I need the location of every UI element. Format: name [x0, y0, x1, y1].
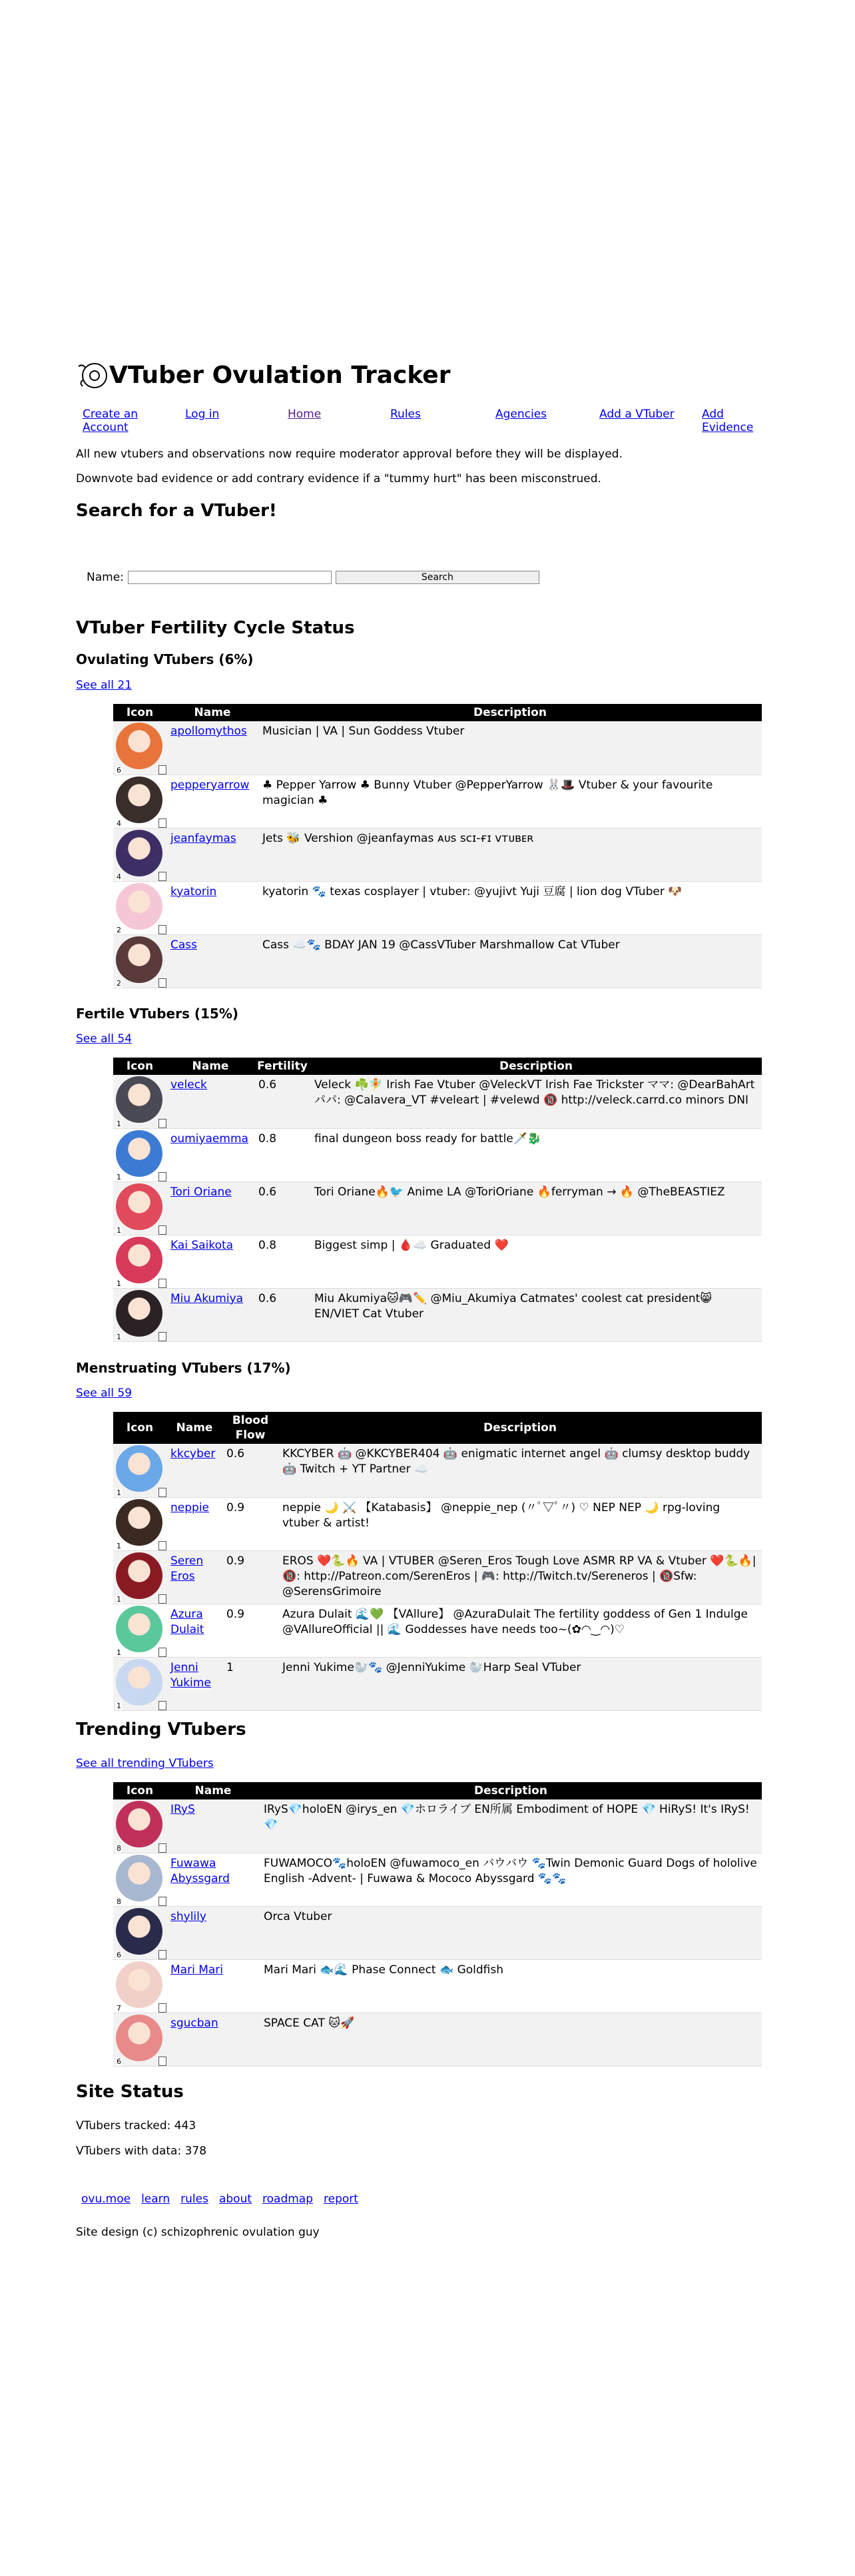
vtuber-name-link[interactable]: Miu Akumiya	[170, 1291, 244, 1305]
name-cell	[166, 1075, 254, 1128]
observation-count-badge: 1	[117, 1594, 121, 1604]
fertility-heading: VTuber Fertility Cycle Status	[76, 618, 355, 638]
avatar[interactable]	[116, 1290, 162, 1337]
avatar[interactable]	[116, 2015, 162, 2061]
vtuber-name-link[interactable]: Seren Eros	[170, 1554, 204, 1583]
description-cell: KKCYBER 🤖 @KKCYBER404 🤖 enigmatic internet angel 🤖 clumsy desktop buddy 🤖 Twitch + YT Partner ☁️	[278, 1444, 762, 1497]
col-icon: Icon	[113, 1782, 166, 1799]
verified-box-icon	[158, 1843, 166, 1853]
vtuber-name-link[interactable]: shylily	[170, 1909, 206, 1923]
verified-box-icon	[158, 1332, 166, 1341]
col-icon: Icon	[113, 704, 166, 721]
observation-count-badge: 8	[117, 1897, 121, 1906]
description-cell: IRyS💎holoEN @irys_en 💎ホロライブ EN所属 Embodiment of HOPE 💎 HiRyS! It's IRyS!💎	[260, 1799, 762, 1853]
search-input[interactable]	[128, 571, 332, 584]
name-cell	[166, 1181, 254, 1235]
name-cell	[166, 1288, 254, 1341]
avatar[interactable]	[116, 1183, 162, 1230]
table-row	[113, 1075, 762, 1128]
search-form	[87, 571, 539, 584]
col-description: Description	[278, 1412, 762, 1444]
verified-box-icon	[158, 1279, 166, 1288]
ovulating-heading: Ovulating VTubers (6%)	[76, 651, 254, 667]
observation-count-badge: 6	[117, 1950, 121, 1959]
nav-add-evidence[interactable]: Add Evidence	[702, 408, 754, 434]
blood-flow-value: 0.9	[222, 1604, 278, 1657]
observation-count-badge: 1	[117, 1648, 121, 1657]
see-all-menstruating-link[interactable]: See all 59	[76, 1387, 133, 1400]
menstruating-table	[113, 1412, 762, 1711]
description-cell: Tori Oriane🔥🐦 Anime LA @ToriOriane 🔥ferryman → 🔥 @TheBEASTIEZ	[310, 1181, 762, 1235]
icon-cell	[113, 1075, 166, 1128]
icon-cell	[113, 1181, 166, 1235]
verified-box-icon	[158, 1488, 166, 1497]
vtuber-name-link[interactable]: neppie	[170, 1500, 209, 1514]
vtuber-name-link[interactable]: Mari Mari	[170, 1963, 223, 1977]
avatar[interactable]	[116, 723, 162, 769]
nav-agencies[interactable]: Agencies	[495, 408, 547, 421]
table-row	[113, 881, 762, 934]
table-row	[113, 721, 762, 775]
search-heading: Search for a VTuber!	[76, 501, 277, 521]
verified-box-icon	[158, 1119, 166, 1128]
col-icon: Icon	[113, 1412, 166, 1444]
see-all-ovulating-link[interactable]: See all 21	[76, 679, 133, 692]
icon-cell	[113, 1235, 166, 1288]
footer-link-learn[interactable]: learn	[141, 2192, 170, 2206]
table-row	[113, 1799, 762, 1853]
description-cell: Orca Vtuber	[260, 1906, 762, 1959]
vtuber-name-link[interactable]: Jenni Yukime	[170, 1660, 211, 1690]
name-cell	[166, 775, 258, 828]
icon-cell	[113, 1288, 166, 1341]
name-cell	[166, 881, 258, 934]
name-cell	[166, 934, 258, 988]
description-cell: kyatorin 🐾 texas cosplayer | vtuber: @yujivt Yuji 豆腐 | lion dog VTuber 🐶	[258, 881, 762, 934]
vtuber-name-link[interactable]: oumiyaemma	[170, 1131, 248, 1145]
footer-nav	[81, 2192, 369, 2206]
ovulating-table	[113, 704, 762, 988]
name-cell	[166, 1235, 254, 1288]
nav-home[interactable]: Home	[288, 408, 322, 421]
verified-box-icon	[158, 2057, 166, 2066]
avatar[interactable]	[116, 1130, 162, 1177]
table-row	[113, 934, 762, 988]
verified-box-icon	[158, 818, 166, 828]
description-cell: Jets 🐝 Vershion @jeanfaymas ᴀᴜs sᴄɪ-ғɪ ᴠᴛᴜʙᴇʀ	[258, 828, 762, 881]
vtuber-name-link[interactable]: veleck	[170, 1078, 207, 1092]
avatar[interactable]	[116, 1908, 162, 1955]
verified-box-icon	[158, 1701, 166, 1710]
observation-count-badge: 6	[117, 2057, 121, 2066]
name-cell	[166, 1959, 260, 2013]
description-cell: final dungeon boss ready for battle🗡️🐉	[310, 1128, 762, 1181]
icon-cell	[113, 934, 166, 988]
name-cell	[166, 1657, 222, 1710]
icon-cell	[113, 1853, 166, 1906]
description-cell: Jenni Yukime🦭🐾 @JenniYukime 🦭Harp Seal VTuber	[278, 1657, 762, 1710]
name-cell	[166, 1799, 260, 1853]
trending-table	[113, 1782, 762, 2067]
icon-cell	[113, 721, 166, 775]
avatar[interactable]	[116, 777, 162, 823]
description-cell: neppie 🌙 ⚔️ 【Katabasis】 @neppie_nep (〃ﾟ▽ﾟ〃) ♡ NEP NEP 🌙 rpg-loving vtuber & artist!	[278, 1497, 762, 1550]
description-cell: Cass ☁️🐾 BDAY JAN 19 @CassVTuber Marshmallow Cat VTuber	[258, 934, 762, 988]
vtuber-name-link[interactable]: kkcyber	[170, 1447, 216, 1460]
icon-cell	[113, 1550, 166, 1604]
avatar[interactable]	[116, 1552, 162, 1599]
vtuber-name-link[interactable]: apollomythos	[170, 725, 247, 738]
downvote-notice: Downvote bad evidence or add contrary evidence if a "tummy hurt" has been misconstrued.	[76, 472, 601, 485]
avatar[interactable]	[116, 1855, 162, 1901]
vtuber-name-link[interactable]: pepperyarrow	[170, 778, 250, 792]
name-cell	[166, 1128, 254, 1181]
nav-create-account[interactable]: Create an Account	[83, 408, 139, 434]
avatar[interactable]	[116, 1237, 162, 1283]
blood-flow-value: 0.6	[222, 1444, 278, 1497]
table-row	[113, 1604, 762, 1657]
description-cell: Miu Akumiya🐱🎮✏️ @Miu_Akumiya Catmates' coolest cat president😸 EN/VIET Cat Vtuber	[310, 1288, 762, 1341]
avatar[interactable]	[116, 1076, 162, 1123]
name-cell	[166, 828, 258, 881]
vtubers-with-data: VTubers with data: 378	[76, 2144, 207, 2158]
vtuber-name-link[interactable]: kyatorin	[170, 884, 217, 898]
blood-flow-value: 0.9	[222, 1497, 278, 1550]
verified-box-icon	[158, 1541, 166, 1550]
verified-box-icon	[158, 1172, 166, 1181]
verified-box-icon	[158, 1950, 166, 1959]
icon-cell	[113, 2013, 166, 2066]
avatar[interactable]	[116, 1606, 162, 1652]
fertile-table	[113, 1058, 762, 1342]
verified-box-icon	[158, 1225, 166, 1235]
vtuber-name-link[interactable]: sgucban	[170, 2016, 218, 2030]
observation-count-badge: 1	[117, 1541, 121, 1550]
col-name: Name	[166, 1058, 254, 1075]
search-label: Name:	[87, 571, 124, 584]
vtuber-name-link[interactable]: jeanfaymas	[170, 831, 236, 845]
footer-link-roadmap[interactable]: roadmap	[262, 2192, 314, 2206]
blood-flow-value: 1	[222, 1657, 278, 1710]
fertile-heading: Fertile VTubers (15%)	[76, 1006, 239, 1022]
col-description: Description	[260, 1782, 762, 1799]
footer-link-report[interactable]: report	[324, 2192, 358, 2206]
description-cell: FUWAMOCO🐾holoEN @fuwamoco_en バウバウ 🐾Twin Demonic Guard Dogs of hololive English -Advent- | Fuwawa & Mococo Abyssgard 🐾🐾	[260, 1853, 762, 1906]
fertility-value: 0.8	[254, 1235, 310, 1288]
search-button[interactable]: Search	[336, 571, 539, 584]
avatar[interactable]	[116, 883, 162, 930]
vtuber-name-link[interactable]: Cass	[170, 938, 198, 952]
menstruating-heading: Menstruating VTubers (17%)	[76, 1360, 291, 1376]
table-row	[113, 828, 762, 881]
description-cell: SPACE CAT 🐱🚀	[260, 2013, 762, 2066]
site-title: VTuber Ovulation Tracker	[109, 362, 451, 389]
observation-count-badge: 7	[117, 2003, 121, 2013]
avatar[interactable]	[116, 830, 162, 876]
name-cell	[166, 721, 258, 775]
col-name: Name	[166, 1412, 222, 1444]
col-name: Name	[166, 1782, 260, 1799]
icon-cell	[113, 881, 166, 934]
col-description: Description	[258, 704, 762, 721]
nav-add-vtuber[interactable]: Add a VTuber	[599, 408, 675, 421]
name-cell	[166, 1906, 260, 1959]
vtuber-name-link[interactable]: Azura Dulait	[170, 1607, 204, 1636]
verified-box-icon	[158, 872, 166, 881]
fertility-value: 0.6	[254, 1181, 310, 1235]
col-icon: Icon	[113, 1058, 166, 1075]
icon-cell	[113, 1906, 166, 1959]
table-row	[113, 1550, 762, 1604]
fertility-value: 0.6	[254, 1075, 310, 1128]
col-description: Description	[310, 1058, 762, 1075]
icon-cell	[113, 1604, 166, 1657]
observation-count-badge: 8	[117, 1843, 121, 1853]
name-cell	[166, 1497, 222, 1550]
verified-box-icon	[158, 1594, 166, 1604]
icon-cell	[113, 775, 166, 828]
table-row	[113, 1444, 762, 1497]
verified-box-icon	[158, 1648, 166, 1657]
vtuber-name-link[interactable]: Tori Oriane	[170, 1185, 232, 1199]
nav-rules[interactable]: Rules	[390, 408, 421, 421]
name-cell	[166, 1444, 222, 1497]
fertility-value: 0.6	[254, 1288, 310, 1341]
observation-count-badge: 1	[117, 1119, 121, 1128]
name-cell	[166, 1550, 222, 1604]
egg-cell-icon	[76, 360, 108, 392]
observation-count-badge: 1	[117, 1172, 121, 1181]
table-row	[113, 1497, 762, 1550]
observation-count-badge: 6	[117, 765, 121, 775]
observation-count-badge: 2	[117, 978, 121, 988]
observation-count-badge: 1	[117, 1332, 121, 1341]
vtuber-name-link[interactable]: IRyS	[170, 1803, 195, 1816]
table-row	[113, 1235, 762, 1288]
vtuber-name-link[interactable]: Fuwawa Abyssgard	[170, 1856, 230, 1885]
table-row	[113, 1181, 762, 1235]
col-blood-flow: Blood Flow	[222, 1412, 278, 1444]
see-all-trending-link[interactable]: See all trending VTubers	[76, 1757, 214, 1770]
verified-box-icon	[158, 925, 166, 934]
nav-log-in[interactable]: Log in	[185, 408, 220, 421]
approval-notice: All new vtubers and observations now require moderator approval before they will be displayed.	[76, 448, 623, 461]
verified-box-icon	[158, 1897, 166, 1906]
verified-box-icon	[158, 978, 166, 988]
avatar[interactable]	[116, 936, 162, 983]
table-row	[113, 1959, 762, 2013]
description-cell: EROS ❤️🐍🔥 VA | VTUBER @Seren_Eros Tough Love ASMR RP VA & Vtuber ❤️🐍🔥| 🔞: http://Patreon.com/SerenEros | 🎮: http://Twitch.tv/Sereneros | 🔞Sfw: @SerensGrimoire	[278, 1550, 762, 1604]
trending-heading: Trending VTubers	[76, 1720, 246, 1740]
blood-flow-value: 0.9	[222, 1550, 278, 1604]
description-cell: Biggest simp | 🩸☁️ Graduated ❤️	[310, 1235, 762, 1288]
name-cell	[166, 1853, 260, 1906]
fertility-value: 0.8	[254, 1128, 310, 1181]
table-row	[113, 1657, 762, 1710]
table-row	[113, 1853, 762, 1906]
col-fertility: Fertility	[254, 1058, 310, 1075]
avatar[interactable]	[116, 1801, 162, 1847]
avatar[interactable]	[116, 1961, 162, 2008]
table-row	[113, 775, 762, 828]
footer-link-rules[interactable]: rules	[180, 2192, 208, 2206]
icon-cell	[113, 1657, 166, 1710]
observation-count-badge: 2	[117, 925, 121, 934]
icon-cell	[113, 1799, 166, 1853]
observation-count-badge: 1	[117, 1488, 121, 1497]
site-header	[76, 360, 450, 392]
observation-count-badge: 1	[117, 1701, 121, 1710]
table-row	[113, 1288, 762, 1341]
description-cell: ♣ Pepper Yarrow ♣ Bunny Vtuber @PepperYarrow 🐰🎩 Vtuber & your favourite magician ♣	[258, 775, 762, 828]
description-cell: Veleck ☘️🧚 Irish Fae Vtuber @VeleckVT Irish Fae Trickster ママ: @DearBahArt パパ: @Calavera_VT #veleart | #velewd 🔞 http://veleck.carrd.co minors DNI	[310, 1075, 762, 1128]
avatar[interactable]	[116, 1499, 162, 1546]
site-status-heading: Site Status	[76, 2082, 184, 2102]
icon-cell	[113, 1959, 166, 2013]
footer-link-about[interactable]: about	[218, 2192, 252, 2206]
footer-link-home[interactable]: ovu.moe	[81, 2192, 131, 2206]
observation-count-badge: 1	[117, 1225, 121, 1235]
vtubers-tracked: VTubers tracked: 443	[76, 2119, 196, 2132]
description-cell: Musician | VA | Sun Goddess Vtuber	[258, 721, 762, 775]
observation-count-badge: 1	[117, 1279, 121, 1288]
vtuber-name-link[interactable]: Kai Saikota	[170, 1238, 234, 1252]
table-row	[113, 2013, 762, 2066]
icon-cell	[113, 1128, 166, 1181]
verified-box-icon	[158, 2003, 166, 2013]
col-name: Name	[166, 704, 258, 721]
observation-count-badge: 4	[117, 872, 121, 881]
table-row	[113, 1906, 762, 1959]
icon-cell	[113, 1497, 166, 1550]
site-credit: Site design (c) schizophrenic ovulation guy	[76, 2226, 320, 2239]
see-all-fertile-link[interactable]: See all 54	[76, 1032, 133, 1046]
avatar[interactable]	[116, 1445, 162, 1492]
description-cell: Mari Mari 🐟🌊 Phase Connect 🐟 Goldfish	[260, 1959, 762, 2013]
verified-box-icon	[158, 765, 166, 775]
table-row	[113, 1128, 762, 1181]
icon-cell	[113, 1444, 166, 1497]
description-cell: Azura Dulait 🌊💚 【VAllure】 @AzuraDulait The fertility goddess of Gen 1 Indulge @VAllureOfficial || 🌊 Goddesses have needs too~(✿◠‿◠)♡	[278, 1604, 762, 1657]
name-cell	[166, 2013, 260, 2066]
name-cell	[166, 1604, 222, 1657]
icon-cell	[113, 828, 166, 881]
avatar[interactable]	[116, 1659, 162, 1706]
observation-count-badge: 4	[117, 818, 121, 828]
